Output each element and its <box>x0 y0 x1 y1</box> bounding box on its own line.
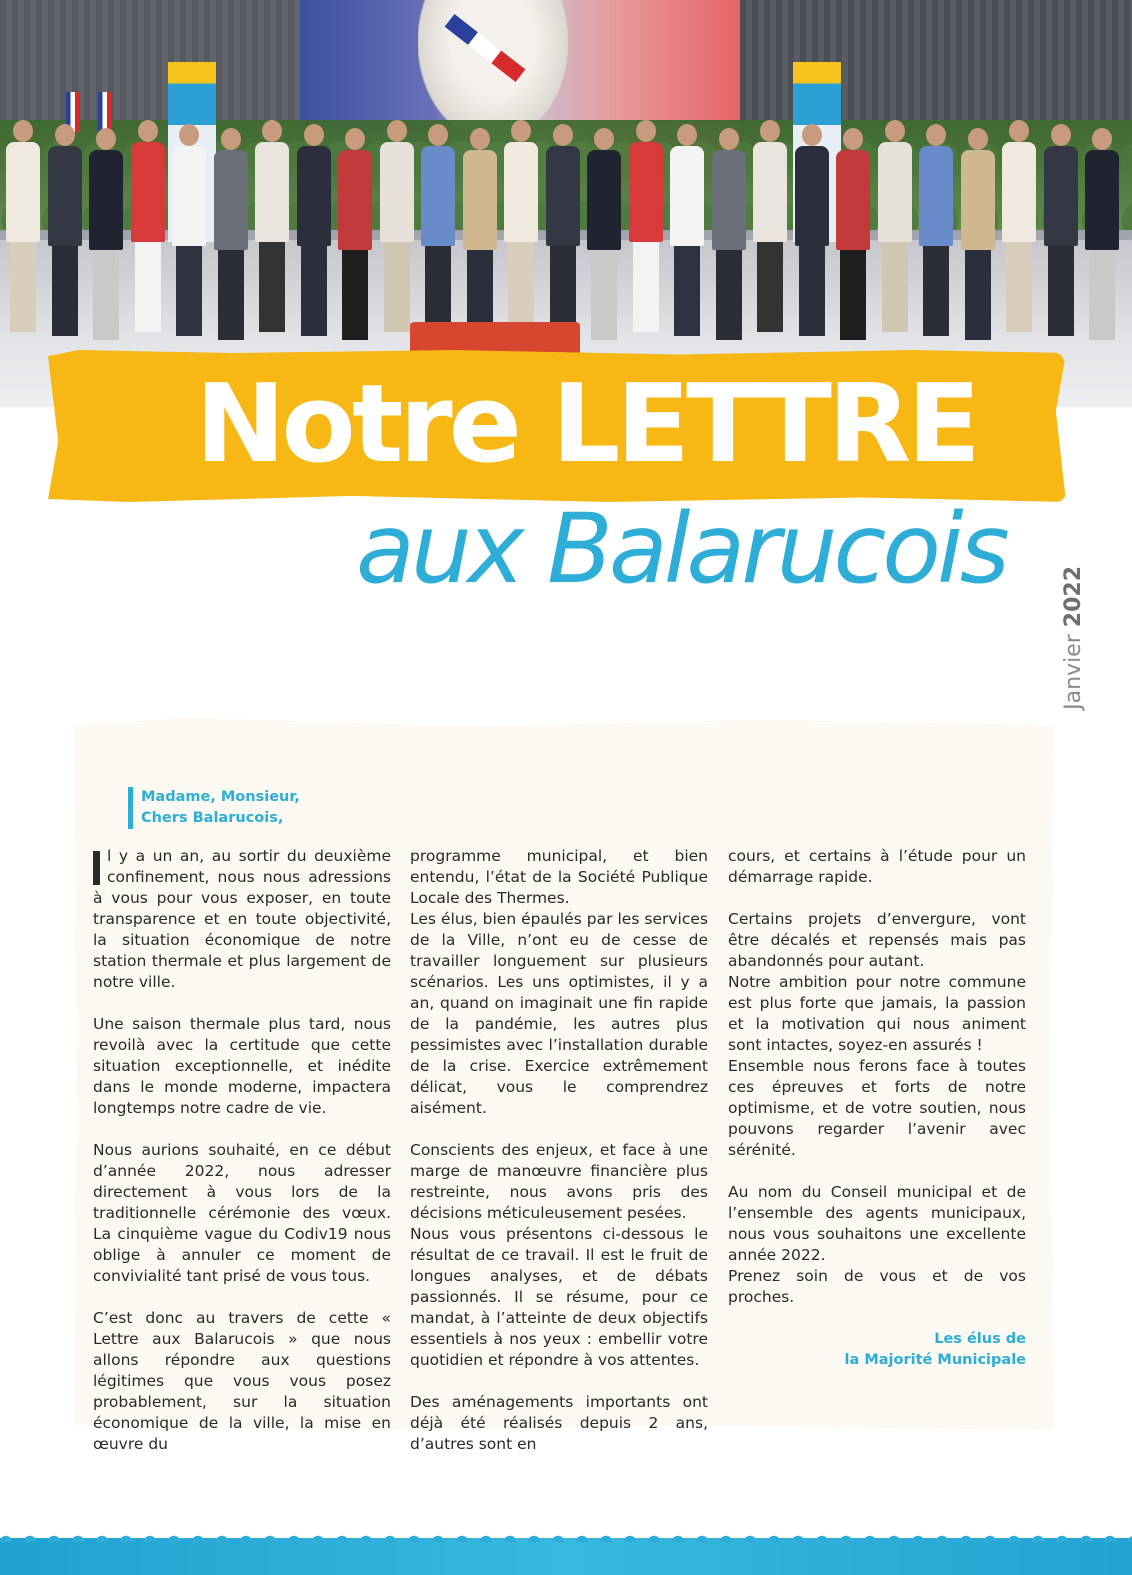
person-figure <box>48 124 82 336</box>
person-figure <box>919 124 953 336</box>
paragraph: cours, et certains à l’étude pour un démarrage rapide. <box>728 847 1026 886</box>
letter-column-3 <box>728 846 1026 1371</box>
paragraph: Les élus, bien épaulés par les services de la Ville, n’ont eu de cesse de travailler longuement sur plusieurs scénarios. Les uns optimistes, il y a an, quand on imaginait une fin rapide de la pandémie, les autres plus pessimistes avec l’installation durable de la crise. Exercice extrêmement délicat, vous le comprendrez aisément. <box>410 910 708 1117</box>
person-figure <box>670 124 704 336</box>
person-figure <box>338 128 372 340</box>
person-figure <box>6 120 40 332</box>
person-figure <box>297 124 331 336</box>
person-figure <box>214 128 248 340</box>
paragraph: Notre ambition pour notre commune est plus forte que jamais, la passion et la motivation qui nous animent sont intactes, soyez-en assurés ! <box>728 973 1026 1054</box>
person-figure <box>712 128 746 340</box>
signature-line: la Majorité Municipale <box>844 1352 1026 1368</box>
title-main: Notre LETTRE <box>195 362 977 487</box>
paragraph: Au nom du Conseil municipal et de l’ensemble des agents municipaux, nous vous souhaitons une excellente année 2022. <box>728 1183 1026 1264</box>
person-figure <box>380 120 414 332</box>
person-figure <box>878 120 912 332</box>
paragraph: Ensemble nous ferons face à toutes ces épreuves et forts de notre optimisme, et de votre soutien, nous pouvons regarder l’avenir avec sérénité. <box>728 1057 1026 1159</box>
salutation-line: Chers Balarucois, <box>141 810 284 826</box>
hero-photo <box>0 0 1132 407</box>
group-of-elected-officials <box>0 120 1132 340</box>
person-figure <box>1002 120 1036 332</box>
person-figure <box>795 124 829 336</box>
person-figure <box>961 128 995 340</box>
person-figure <box>89 128 123 340</box>
person-figure <box>504 120 538 332</box>
person-figure <box>836 128 870 340</box>
person-figure <box>255 120 289 332</box>
person-figure <box>172 124 206 336</box>
signature-line: Les élus de <box>934 1331 1026 1347</box>
marianne-bust <box>418 0 568 140</box>
issue-year: 2022 <box>1061 566 1086 628</box>
paragraph: Une saison thermale plus tard, nous revoilà avec la certitude que cette situation exceptionnelle, et inédite dans le monde moderne, impactera longtemps notre cadre de vie. <box>93 1015 391 1117</box>
person-figure <box>546 124 580 336</box>
paragraph: Conscients des enjeux, et face à une marge de manœuvre financière plus restreinte, nous avons pris des décisions méticuleusement pesées. <box>410 1141 708 1222</box>
issue-date <box>1046 436 1086 710</box>
bottom-decorative-strip <box>0 1538 1132 1575</box>
paragraph: Nous aurions souhaité, en ce début d’année 2022, nous adresser directement à vous lors de la traditionnelle cérémonie des vœux. La cinquième vague du Codiv19 nous oblige à annuler ce moment de convivialité tant prisé de vous tous. <box>93 1141 391 1285</box>
person-figure <box>1085 128 1119 340</box>
signature <box>728 1329 1026 1371</box>
paragraph: Certains projets d’envergure, vont être décalés et repensés mais pas abandonnés pour autant. <box>728 910 1026 970</box>
paragraph: Prenez soin de vous et de vos proches. <box>728 1267 1026 1306</box>
salutation-line: Madame, Monsieur, <box>141 789 300 805</box>
person-figure <box>629 120 663 332</box>
person-figure <box>587 128 621 340</box>
paragraph: Nous vous présentons ci-dessous le résultat de ce travail. Il est le fruit de longues analyses, et de débats passionnés. Il se résume, pour ce mandat, à l’atteinte de deux objectifs essentiels à nos yeux : embellir votre quotidien et répondre à vos attentes. <box>410 1225 708 1369</box>
title-subtitle: aux Balarucois <box>356 493 1006 605</box>
person-figure <box>131 120 165 332</box>
paragraph: Des aménagements importants ont déjà été réalisés depuis 2 ans, d’autres sont en <box>410 1393 708 1453</box>
paragraph-text: l y a un an, au sortir du deuxième confinement, nous nous adressions à vous pour vous exposer, en toute transparence et en toute objectivité, la situation économique de notre station thermale et plus largement de notre ville. <box>93 847 391 991</box>
person-figure <box>753 120 787 332</box>
drop-cap-letter-i <box>93 851 100 885</box>
person-figure <box>1044 124 1078 336</box>
salutation <box>128 787 300 829</box>
paragraph: programme municipal, et bien entendu, l’état de la Société Publique Locale des Thermes. <box>410 847 708 907</box>
issue-month: Janvier <box>1061 634 1086 710</box>
paragraph <box>93 846 391 993</box>
person-figure <box>463 128 497 340</box>
paragraph: C’est donc au travers de cette « Lettre aux Balarucois » que nous allons répondre aux questions légitimes que vous vous posez probablement, sur la situation économique de la ville, la mise en œuvre du <box>93 1309 391 1453</box>
letter-column-2 <box>410 846 708 1476</box>
letter-column-1 <box>93 846 391 1476</box>
person-figure <box>421 124 455 336</box>
